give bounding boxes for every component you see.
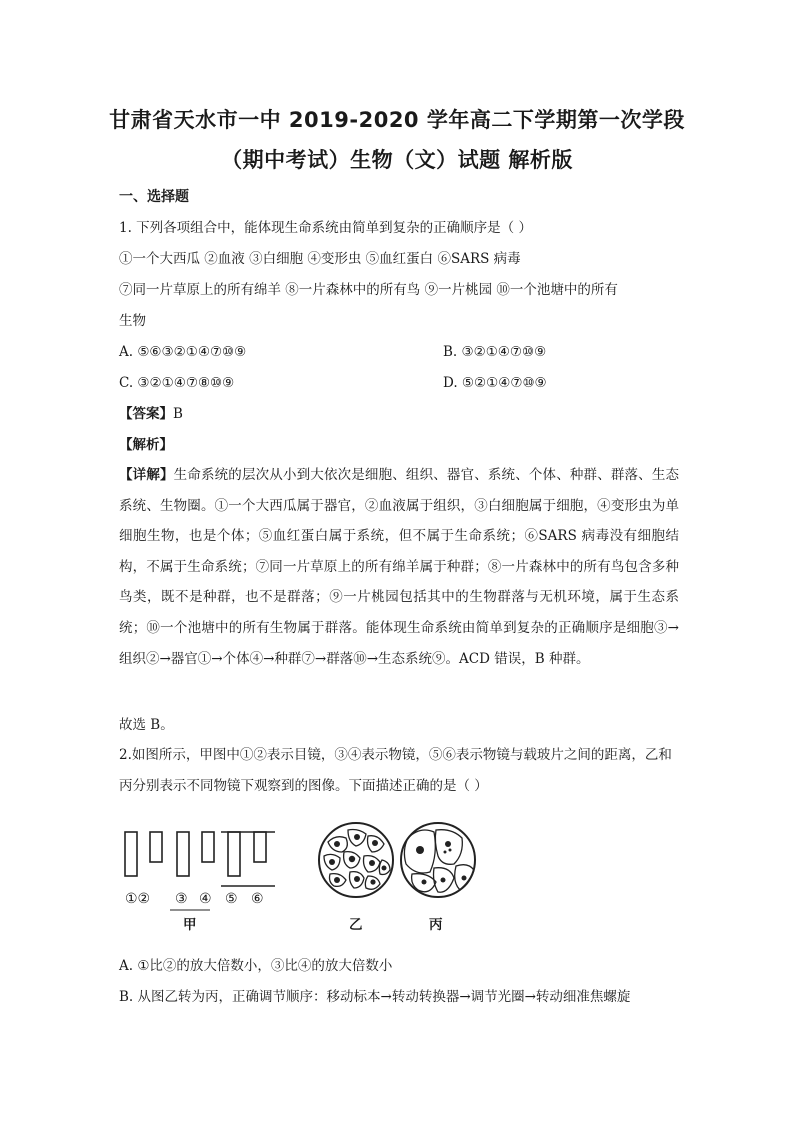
caption-yi: 乙 [349,917,363,933]
figure-bing-microscope-view [398,820,478,900]
lens-label-6: ⑥ [251,891,264,907]
eyepiece-2 [150,832,162,862]
q2-option-a: A. ①比②的放大倍数小，③比④的放大倍数小 [119,958,393,974]
caption-bing: 丙 [429,917,443,933]
detail-label: 【详解】 [119,467,174,483]
answer-label: 【答案】 [119,406,173,422]
document-title-line-1: 甘肃省天水市一中 2019-2020 学年高二下学期第一次学段 [109,108,685,132]
answer-value: B [173,406,183,422]
objective-5 [228,832,240,876]
analysis-label: 【解析】 [119,437,173,453]
q1-items-line-3: 生物 [119,313,146,329]
detail-paragraph [119,460,679,674]
document-title-line-2: （期中考试）生物（文）试题 解析版 [221,148,573,172]
caption-underline [170,909,210,911]
lens-label-12: ①② [125,891,151,907]
q2-stem: 2.如图所示，甲图中①②表示目镜，③④表示物镜，⑤⑥表示物镜与载玻片之间的距离，乙和丙分别表示不同物镜下观察到的图像。下面描述正确的是（ ） [119,747,672,794]
q2-option-b: B. 从图乙转为丙，正确调节顺序：移动标本→转动转换器→调节光圈→转动细准焦螺旋 [119,989,631,1005]
objective-6 [254,832,266,862]
q1-option-a: A. ⑤⑥③②①④⑦⑩⑨ [119,344,247,360]
section-heading: 一、选择题 [119,189,189,205]
q1-option-b: B. ③②①④⑦⑩⑨ [443,344,547,360]
lens-label-5: ⑤ [225,891,238,907]
lens-label-3: ③ [175,891,188,907]
figure-yi-microscope-view [316,820,396,900]
q1-option-d: D. ⑤②①④⑦⑩⑨ [443,375,547,391]
objective-4 [202,832,214,862]
objective-3 [177,832,189,876]
caption-jia: 甲 [183,917,197,933]
detail-text: 生命系统的层次从小到大依次是细胞、组织、器官、系统、个体、种群、群落、生态系统、生物圈。①一个大西瓜属于器官，②血液属于组织，③白细胞属于细胞，④变形虫为单细胞生物，也是个体；⑤血红蛋白属于系统，但不属于生命系统；⑥SARS 病毒没有细胞结构，不属于生命系统；⑦同一片草原上的所有绵羊属于种群；⑧一片森林中的所有鸟包含多种鸟类，既不是种群，也不是群落；⑨一片桃园包括其中的生物群落与无机环境，属于生态系统；⑩一个池塘中的所有生物属于群落。能体现生命系统由简单到复杂的正确顺序是细胞③→组织②→器官①→个体④→种群⑦→群落⑩→生态系统⑨。ACD 错误，B 种群。 [119,467,680,667]
q1-conclusion: 故选 B。 [119,717,174,733]
q1-items-line-1: ①一个大西瓜 ②血液 ③白细胞 ④变形虫 ⑤血红蛋白 ⑥SARS 病毒 [119,251,521,267]
q1-option-c: C. ③②①④⑦⑧⑩⑨ [119,375,235,391]
q1-items-line-2: ⑦同一片草原上的所有绵羊 ⑧一片森林中的所有鸟 ⑨一片桃园 ⑩一个池塘中的所有 [119,282,618,298]
q1-answer [119,404,183,424]
eyepiece-1 [125,832,137,876]
lens-label-4: ④ [199,891,212,907]
q1-stem: 1. 下列各项组合中，能体现生命系统由简单到复杂的正确顺序是（ ） [119,220,532,236]
